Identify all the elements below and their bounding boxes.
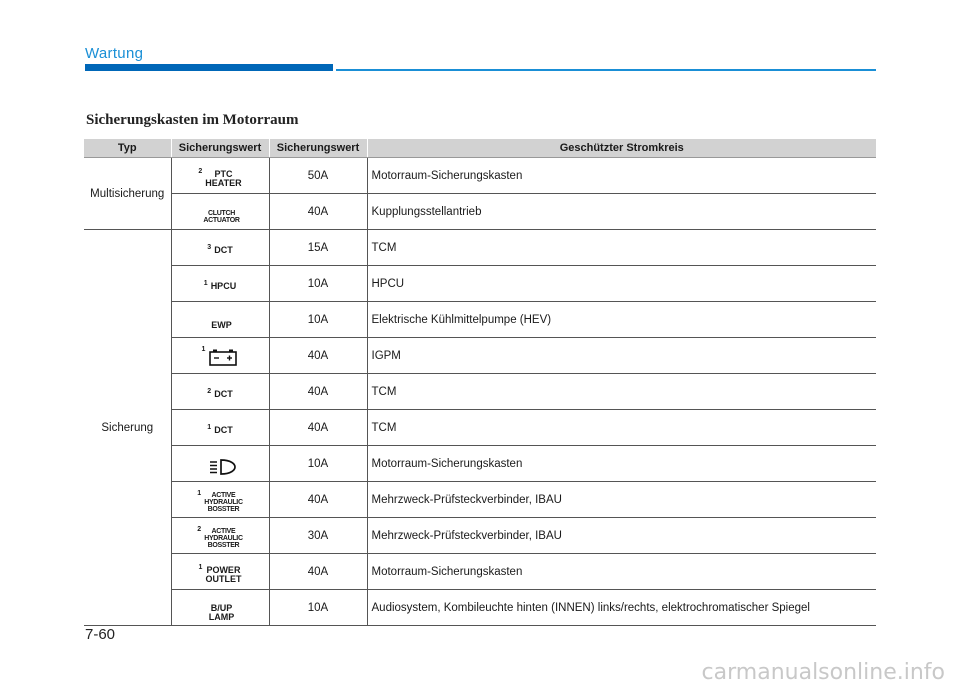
fuse-symbol-cell [171,518,269,554]
fuse-rating-cell: 40A [269,194,367,230]
table-row [84,446,876,482]
fuse-symbol [197,528,242,549]
protected-circuit-cell: TCM [367,410,876,446]
fuse-symbol-label: EWP [211,319,232,330]
fuse-symbol [207,390,232,399]
fuse-symbol-label: DCT [214,245,233,255]
protected-circuit-cell: Mehrzweck-Prüfsteckverbinder, IBAU [367,518,876,554]
header-bar-thin [336,69,876,71]
fuse-symbol-cell [171,266,269,302]
fuse-index: 3 [207,244,212,251]
table-row [84,518,876,554]
fuse-rating-cell: 40A [269,338,367,374]
headlamp-icon [207,458,237,480]
fuse-index: 2 [207,388,212,395]
table-row [84,590,876,626]
fuse-table-body [84,158,876,626]
protected-circuit-cell: Motorraum-Sicherungskasten [367,158,876,194]
fuse-index: 2 [197,526,202,533]
fuse-symbol-label: DCT [214,425,233,435]
fuse-symbol [206,604,235,622]
section-label: Wartung [85,45,144,62]
fuse-symbol [207,246,232,255]
fuse-rating-cell: 10A [269,590,367,626]
fuse-index: 1 [203,280,208,287]
fuse-rating-cell: 40A [269,482,367,518]
table-row [84,482,876,518]
fuse-symbol [204,458,237,480]
fuse-symbol-label: ACTIVE HYDRAULIC BOSSTER [204,528,243,549]
column-header-circuit: Geschützter Stromkreis [367,139,876,158]
column-header-typ: Typ [84,139,171,158]
fuse-symbol-cell [171,302,269,338]
column-header-symbol: Sicherungswert [171,139,269,158]
fuse-symbol-cell [171,482,269,518]
fuse-rating-cell: 30A [269,518,367,554]
fuse-symbol-cell [171,410,269,446]
protected-circuit-cell: Elektrische Kühlmittelpumpe (HEV) [367,302,876,338]
fuse-index: 2 [198,167,203,175]
table-row [84,410,876,446]
table-row [84,302,876,338]
fuse-symbol-cell [171,338,269,374]
protected-circuit-cell: Mehrzweck-Prüfsteckverbinder, IBAU [367,482,876,518]
fuse-index: 1 [201,345,206,353]
fuse-symbol [208,321,232,330]
fuse-type-cell: Sicherung [84,230,171,626]
watermark: carmanualsonline.info [701,660,945,685]
fuse-symbol-label: POWER OUTLET [205,564,242,584]
header-bar-thick [85,64,333,71]
fuse-rating-cell: 40A [269,554,367,590]
protected-circuit-cell: IGPM [367,338,876,374]
protected-circuit-cell: Motorraum-Sicherungskasten [367,554,876,590]
fuse-symbol [198,167,242,188]
protected-circuit-cell: HPCU [367,266,876,302]
fuse-symbol-cell [171,194,269,230]
fuse-symbol-cell [171,554,269,590]
fuse-index: 1 [197,490,202,497]
fuse-symbol-label: ACTIVE HYDRAULIC BOSSTER [204,492,243,513]
fuse-symbol [204,282,236,291]
page-title: Sicherungskasten im Motorraum [86,112,299,128]
fuse-type-cell: Multisicherung [84,158,171,230]
table-row [84,230,876,266]
protected-circuit-cell: Kupplungsstellantrieb [367,194,876,230]
fuse-symbol-label: PTC HEATER [205,168,242,188]
fuse-symbol [197,492,242,513]
table-row [84,554,876,590]
fuse-rating-cell: 40A [269,374,367,410]
fuse-index: 1 [207,424,212,431]
fuse-symbol-label: DCT [214,389,233,399]
fuse-symbol [201,345,239,370]
fuse-symbol-label: B/UP LAMP [208,603,235,622]
fuse-symbol-cell [171,446,269,482]
fuse-symbol [198,563,242,584]
fuse-symbol [200,210,239,224]
fuse-rating-cell: 10A [269,266,367,302]
fuse-symbol-cell [171,158,269,194]
fuse-rating-cell: 50A [269,158,367,194]
table-header-row [84,139,876,158]
protected-circuit-cell: TCM [367,374,876,410]
table-row [84,158,876,194]
fuse-symbol-label: HPCU [210,281,237,291]
protected-circuit-cell: Audiosystem, Kombileuchte hinten (INNEN) links/rechts, elektrochromatischer Spiegel [367,590,876,626]
protected-circuit-cell: TCM [367,230,876,266]
protected-circuit-cell: Motorraum-Sicherungskasten [367,446,876,482]
fuse-rating-cell: 40A [269,410,367,446]
fuse-symbol-label: CLUTCH ACTUATOR [203,210,240,224]
fuse-rating-cell: 10A [269,446,367,482]
battery-icon [208,348,238,370]
fuse-symbol-cell [171,230,269,266]
fuse-table [84,139,876,626]
table-row [84,374,876,410]
fuse-rating-cell: 15A [269,230,367,266]
column-header-rating: Sicherungswert [269,139,367,158]
page-number: 7-60 [85,626,116,643]
fuse-symbol-cell [171,374,269,410]
fuse-symbol-cell [171,590,269,626]
fuse-index: 1 [198,563,203,571]
table-row [84,338,876,374]
table-row [84,266,876,302]
fuse-symbol [207,426,232,435]
table-row [84,194,876,230]
fuse-rating-cell: 10A [269,302,367,338]
